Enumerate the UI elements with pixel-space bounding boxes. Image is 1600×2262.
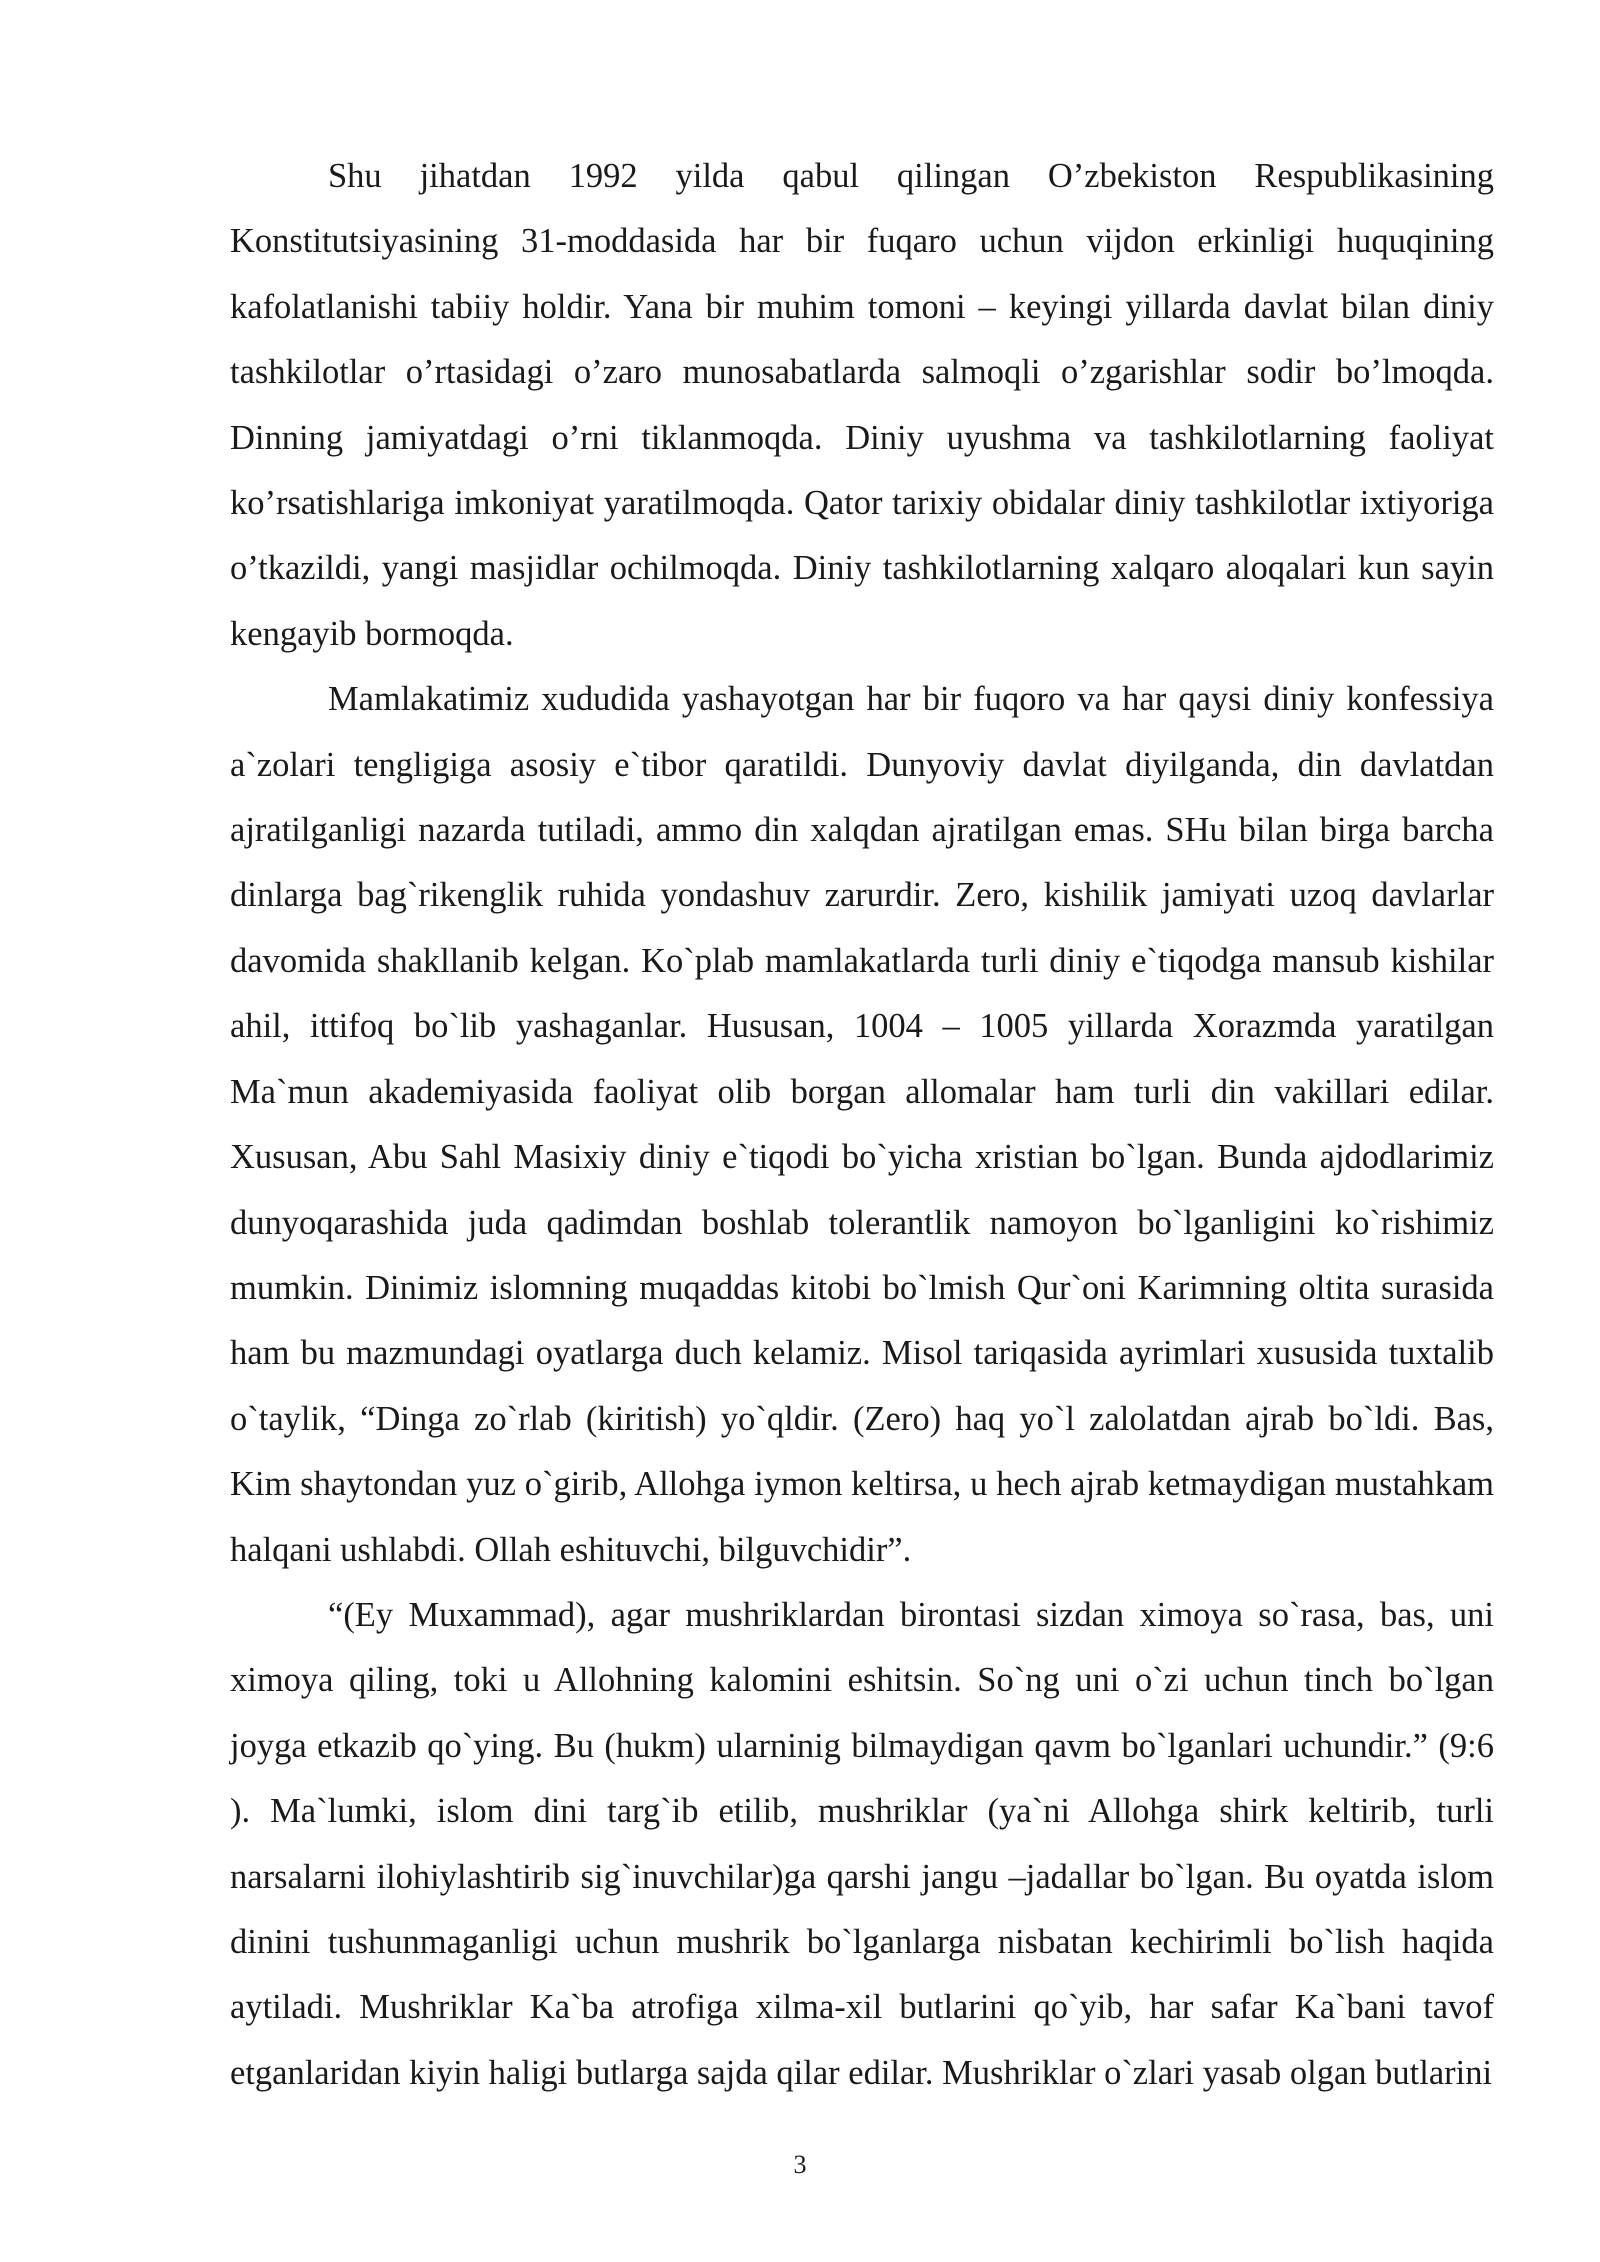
page-number: 3	[793, 2150, 807, 2179]
paragraph-2: Mamlakatimiz xududida yashayotgan har bir fuqoro va har qaysi diniy konfessiya a`zolari tengligiga asosiy e`tibor qaratildi. Dunyoviy davlat diyilganda, din davlatdan ajratilganligi nazarda tutiladi, ammo din xalqdan ajratilgan emas. SHu bilan birga barcha dinlarga bag`rikenglik ruhida yondashuv zarurdir. Zero, kishilik jamiyati uzoq davlarlar davomida shakllanib kelgan. Ko`plab mamlakatlarda turli diniy e`tiqodga mansub kishilar ahil, ittifoq bo`lib yashaganlar. Hususan, 1004 – 1005 yillarda Xorazmda yaratilgan Ma`mun akademiyasida faoliyat olib borgan allomalar ham turli din vakillari edilar. Xususan, Abu Sahl Masixiy diniy e`tiqodi bo`yicha xristian bo`lgan. Bunda ajdodlarimiz dunyoqarashida juda qadimdan boshlab tolerantlik namoyon bo`lganligini ko`rishimiz mumkin. Dinimiz islomning muqaddas kitobi bo`lmish Qur`oni Karimning oltita surasida ham bu mazmundagi oyatlarga duch kelamiz. Misol tariqasida ayrimlari xususida tuxtalib o`taylik, “Dinga zo`rlab (kiritish) yo`qldir. (Zero) haq yo`l zalolatdan ajrab bo`ldi. Bas, Kim shaytondan yuz o`girib, Allohga iymon keltirsa, u hech ajrab ketmaydigan mustahkam halqani ushlabdi. Ollah eshituvchi, bilguvchidir”.	[230, 680, 1494, 1569]
document-body	[230, 144, 1494, 2106]
paragraph-3: “(Ey Muxammad), agar mushriklardan birontasi sizdan ximoya so`rasa, bas, uni ximoya qiling, toki u Allohning kalomini eshitsin. So`ng uni o`zi uchun tinch bo`lgan joyga etkazib qo`ying. Bu (hukm) ularninig bilmaydigan qavm bo`lganlari uchundir.” (9:6 ). Ma`lumki, islom dini targ`ib etilib, mushriklar (ya`ni Allohga shirk keltirib, turli narsalarni ilohiylashtirib sig`inuvchilar)ga qarshi jangu –jadallar bo`lgan. Bu oyatda islom dinini tushunmaganligi uchun mushrik bo`lganlarga nisbatan kechirimli bo`lish haqida aytiladi. Mushriklar Ka`ba atrofiga xilma-xil butlarini qo`yib, har safar Ka`bani tavof etganlaridan kiyin haligi butlarga sajda qilar edilar. Mushriklar o`zlari yasab olgan butlarini	[230, 1595, 1494, 2092]
paragraph-1: Shu jihatdan 1992 yilda qabul qilingan O’zbekiston Respublikasining Konstitutsiyasining 31-moddasida har bir fuqaro uchun vijdon erkinligi huquqining kafolatlanishi tabiiy holdir. Yana bir muhim tomoni – keyingi yillarda davlat bilan diniy tashkilotlar o’rtasidagi o’zaro munosabatlarda salmoqli o’zgarishlar sodir bo’lmoqda. Dinning jamiyatdagi o’rni tiklanmoqda. Diniy uyushma va tashkilotlarning faoliyat ko’rsatishlariga imkoniyat yaratilmoqda. Qator tarixiy obidalar diniy tashkilotlar ixtiyoriga o’tkazildi, yangi masjidlar ochilmoqda. Diniy tashkilotlarning xalqaro aloqalari kun sayin kengayib bormoqda.	[230, 157, 1494, 653]
